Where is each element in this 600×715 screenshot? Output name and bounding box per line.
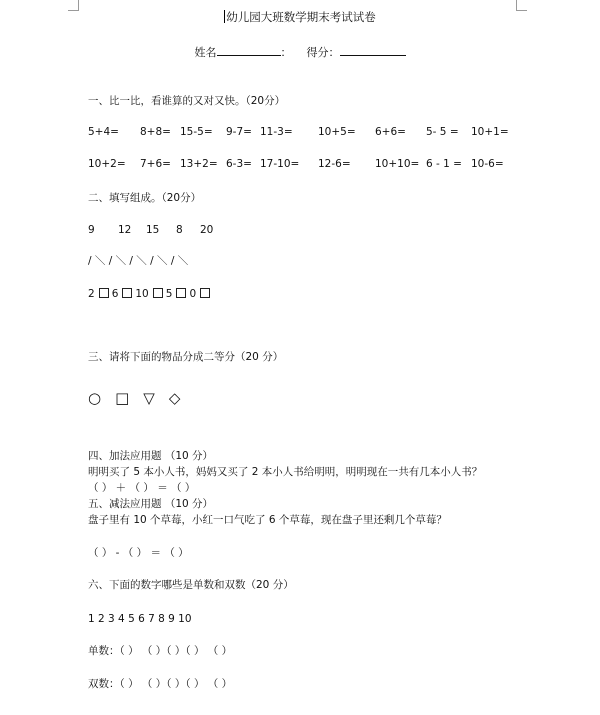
- problem-row1-3: 15-5=: [180, 126, 213, 138]
- even-blanks: （ ） （ ）（ ）（ ） （ ）: [119, 678, 233, 690]
- problem-row2-7: 10+10=: [375, 158, 420, 170]
- section4-heading: 四、加法应用题 （10 分）: [88, 450, 214, 462]
- answer-box-1[interactable]: [99, 288, 109, 298]
- name-blank[interactable]: [217, 44, 281, 56]
- problem-row1-4: 9-7=: [226, 126, 252, 138]
- composition-part-5: 0: [189, 288, 197, 300]
- triangle-shape: ▽: [143, 389, 155, 407]
- composition-part-2: 6: [111, 288, 119, 300]
- section5-heading: 五、减法应用题 （10 分）: [88, 498, 214, 510]
- composition-branches: / ＼ / ＼ / ＼ / ＼ / ＼: [88, 255, 189, 267]
- problem-row2-5: 17-10=: [260, 158, 300, 170]
- problem-row2-4: 6-3=: [226, 158, 252, 170]
- circle-shape: ○: [88, 389, 102, 407]
- composition-part-4: 5: [165, 288, 173, 300]
- problem-row2-8: 6 - 1 =: [426, 158, 462, 170]
- even-label: 双数：: [88, 678, 120, 690]
- section4-question: 明明买了 5 本小人书，妈妈又买了 2 本小人书给明明，明明现在一共有几本小人书？: [88, 466, 483, 478]
- problem-row1-2: 8+8=: [140, 126, 171, 138]
- answer-box-5[interactable]: [200, 288, 210, 298]
- section2-heading: 二、填写组成。（20分）: [88, 192, 202, 204]
- composition-number-3: 15: [146, 224, 160, 236]
- problem-row1-8: 5- 5 =: [426, 126, 459, 138]
- section6-heading: 六、下面的数字哪些是单数和双数（20 分）: [88, 579, 294, 591]
- problem-row1-1: 5+4=: [88, 126, 119, 138]
- name-score-row: [0, 44, 600, 60]
- problem-row1-5: 11-3=: [260, 126, 293, 138]
- score-label: 得分：: [306, 46, 340, 59]
- name-colon: ：: [280, 46, 292, 59]
- diamond-shape: ◇: [168, 389, 181, 407]
- composition-part-1: 2: [88, 288, 95, 300]
- composition-number-1: 9: [88, 224, 95, 236]
- answer-box-3[interactable]: [153, 288, 163, 298]
- square-shape: □: [115, 389, 130, 407]
- problem-row2-1: 10+2=: [88, 158, 126, 170]
- problem-row2-9: 10-6=: [471, 158, 504, 170]
- even-row: [88, 677, 232, 691]
- page-title: 幼儿园大班数学期末考试试卷: [226, 10, 376, 24]
- composition-parts: [88, 287, 213, 301]
- section3-heading: 三、请将下面的物品分成二等分（20 分）: [88, 351, 284, 363]
- section5-question: 盘子里有 10 个草莓，小红一口气吃了 6 个草莓，现在盘子里还剩几个草莓？: [88, 514, 447, 526]
- composition-part-3: 10: [135, 288, 149, 300]
- problem-row1-6: 10+5=: [318, 126, 356, 138]
- section4-equation: （ ） ＋ （ ） ＝ （ ）: [88, 482, 196, 494]
- problem-row2-3: 13+2=: [180, 158, 218, 170]
- composition-number-2: 12: [118, 224, 132, 236]
- answer-box-2[interactable]: [122, 288, 132, 298]
- answer-box-4[interactable]: [176, 288, 186, 298]
- odd-blanks: （ ） （ ）（ ）（ ） （ ）: [119, 645, 233, 657]
- odd-row: [88, 644, 232, 658]
- composition-number-5: 20: [200, 224, 214, 236]
- name-label: 姓名: [194, 46, 217, 59]
- problem-row2-2: 7+6=: [140, 158, 171, 170]
- score-blank[interactable]: [340, 44, 406, 56]
- problem-row1-9: 10+1=: [471, 126, 509, 138]
- digits-list: 1 2 3 4 5 6 7 8 9 10: [88, 613, 192, 625]
- problem-row2-6: 12-6=: [318, 158, 351, 170]
- composition-number-4: 8: [176, 224, 183, 236]
- section1-heading: 一、比一比，看谁算的又对又快。（20分）: [88, 95, 286, 107]
- shapes-row: [88, 390, 194, 407]
- section5-equation: （ ） - （ ） ＝ （ ）: [88, 547, 189, 559]
- problem-row1-7: 6+6=: [375, 126, 406, 138]
- odd-label: 单数：: [88, 645, 120, 657]
